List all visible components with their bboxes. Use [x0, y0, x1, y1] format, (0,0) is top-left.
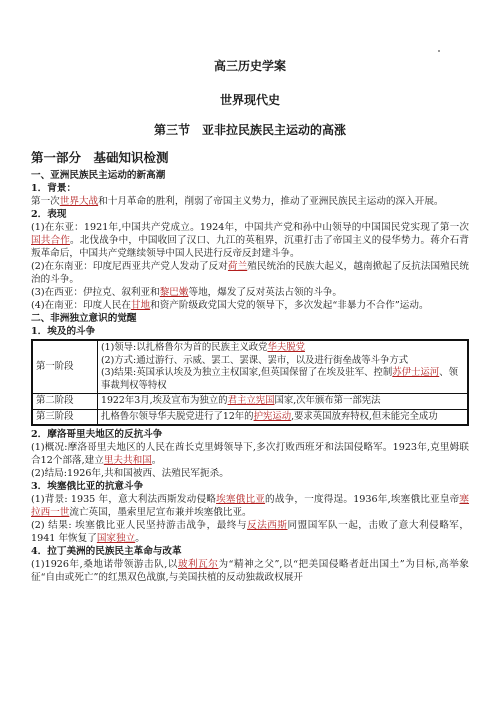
blank-answer: 国家独立 [96, 533, 136, 544]
blank-answer: 世界大战 [59, 196, 99, 207]
background-text: 第一次世界大战和十月革命的胜利，削弱了帝国主义势力，推动了亚洲民族民主运动的深入开展。 [31, 196, 444, 207]
section-title: 第三节 亚非拉民族民主运动的高涨 [153, 123, 346, 137]
west-asia-text: (3)在西亚：伊拉克、叙利亚和黎巴嫩等地，爆发了反对英法占领的斗争。 [31, 287, 342, 298]
stage-cell: 第二阶段 [32, 394, 98, 410]
blank-answer: 里夫共和国 [103, 455, 152, 466]
blank-answer: 苏伊士运河 [392, 367, 440, 378]
stage-detail: 扎格鲁尔领导华夫脱党进行了12年的护宪运动,要求英国放弃特权,但未能完全成功 [98, 409, 469, 425]
south-asia-text: (4)在南亚：印度人民在甘地和资产阶级政党国大党的领导下，多次发起“非暴力不合作”运动。 [31, 300, 429, 311]
blank-answer: 君主立宪国 [227, 395, 275, 406]
southeast-asia-text: (2)在东南亚：印度尼西亚共产党人发动了反对荷兰殖民统治的民族大起义，越南掀起了反抗法国殖民统治的斗争。 [31, 261, 470, 285]
table-row [32, 340, 468, 394]
table-row [32, 409, 468, 425]
east-asia-text: (1)在东亚：1921年,中国共产党成立。1924年，中国共产党和孙中山领导的中国国民党实现了第一次国共合作。北伐战争中，中国收回了汉口、九江的英租界，沉重打击了帝国主义的侵华势力。蒋介石背叛革命后，中国共产党继续领导中国人民进行反帝反封建斗争。 [31, 222, 470, 259]
dot-mark [438, 50, 440, 52]
doc-title: 高三历史学案 [213, 59, 286, 73]
background-label: 1．背景： [31, 183, 77, 194]
stage-detail: 1922年3月,埃及宣布为独立的君主立宪国国家,次年颁布第一部宪法 [98, 394, 469, 410]
stage-detail: (1)领导:以扎格鲁尔为首的民族主义政党华夫脱党 (2)方式:通过游行、示威、罢工、罢课、罢市，以及进行街垒战等斗争方式 (3)结果:英国承认埃及为独立主权国家,但英国保留了在埃及驻军、控制苏伊士运河、领事裁判权等特权 [98, 340, 469, 394]
stage-cell: 第一阶段 [32, 340, 98, 394]
blank-answer: 塞拉西一世 [31, 494, 470, 518]
blank-answer: 埃塞俄比亚 [216, 494, 266, 505]
blank-answer: 玻利瓦尔 [177, 559, 219, 570]
part-heading: 第一部分 基础知识检测 [31, 150, 169, 165]
egypt-heading: 1．埃及的斗争 [31, 326, 96, 337]
stage-cell: 第三阶段 [32, 409, 98, 425]
blank-answer: 护宪运动 [253, 410, 292, 422]
blank-answer: 华夫脱党 [267, 342, 305, 353]
morocco-overview: (1)概况:摩洛哥里夫地区的人民在酋长克里姆领导下,多次打败西班牙和法国侵略军。1923年,克里姆联合12个部落,建立里夫共和国。 [31, 442, 469, 466]
morocco-heading: 2．摩洛哥里夫地区的反抗斗争 [31, 429, 163, 440]
blank-answer: 黎巴嫩 [159, 287, 189, 298]
latin-america-heading: 4．拉丁美洲的民族民主革命与改革 [31, 546, 182, 557]
ethiopia-heading: 3．埃塞俄比亚的抗意斗争 [31, 481, 144, 492]
section2-heading: 二、非洲独立意识的觉醒 [31, 313, 137, 324]
content [31, 150, 469, 584]
table-row [32, 394, 468, 410]
blank-answer: 国共合作 [31, 235, 70, 246]
ethiopia-background: (1)背景: 1935 年，意大利法西斯发动侵略埃塞俄比亚的战争，一度得逞。1936年,埃塞俄比亚皇帝塞拉西一世流亡英国，墨索里尼宣布兼并埃塞俄比亚。 [31, 494, 470, 518]
performance-label: 2．表现 [31, 209, 67, 220]
doc-subtitle: 世界现代史 [219, 93, 280, 107]
egypt-table [31, 339, 469, 426]
blank-answer: 甘地 [130, 300, 151, 311]
section1-heading: 一、亚洲民族民主运动的新高潮 [31, 170, 166, 181]
ethiopia-result: (2) 结果: 埃塞俄比亚人民坚持游击战争，最终与反法西斯同盟国军队一起，击败了意大利侵略军，1941 年恢复了国家独立。 [31, 520, 470, 544]
blank-answer: 反法西斯 [247, 520, 288, 531]
blank-answer: 荷兰 [227, 261, 248, 272]
morocco-outcome: (2)结局:1926年,共和国被西、法殖民军扼杀。 [31, 468, 229, 479]
latin-america-text: (1)1926年,桑地诺带领游击队,以玻利瓦尔为“精神之父”,以“把美国侵略者赶出国土”为目标,高举象征“自由或死亡”的红黑双色战旗,与美国扶植的反动独裁政权展开 [31, 559, 470, 583]
